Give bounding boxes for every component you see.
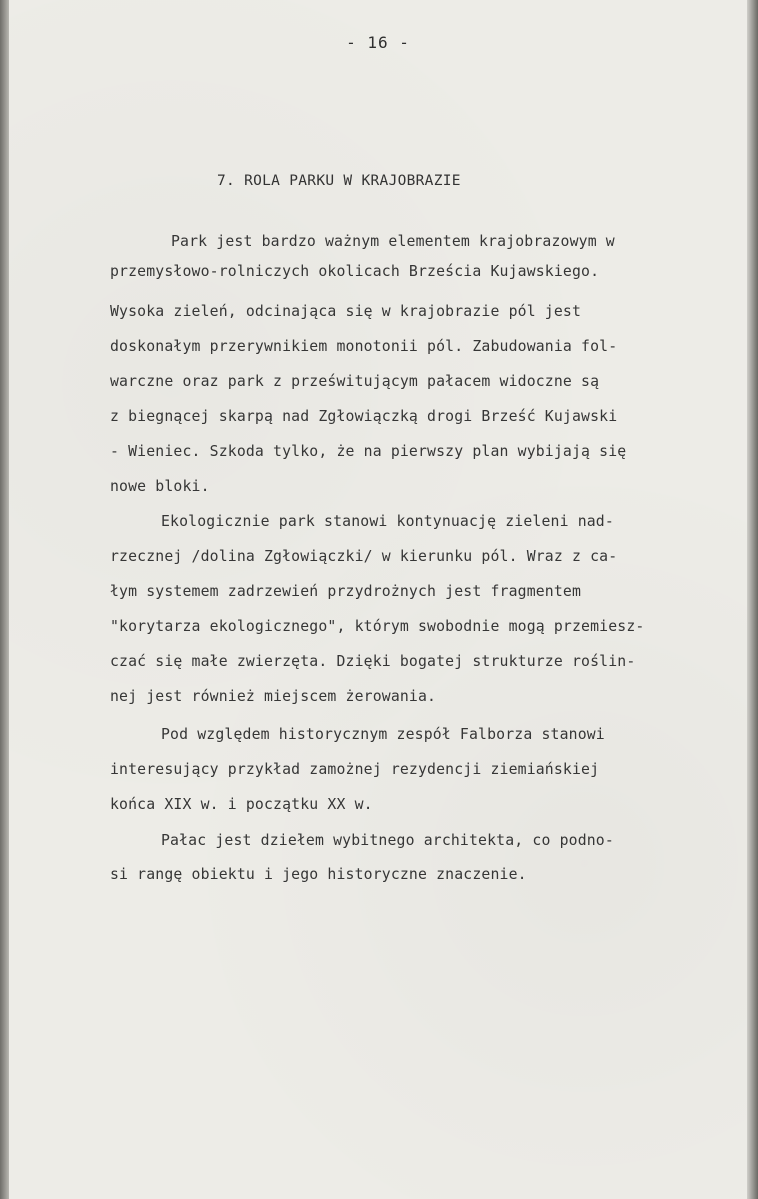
paragraph-3-line-3: końca XIX w. i początku XX w.	[110, 796, 373, 813]
paragraph-1-line-4: doskonałym przerywnikiem monotonii pól. Zabudowania fol-	[110, 338, 618, 355]
paragraph-2-line-6: nej jest również miejscem żerowania.	[110, 688, 437, 705]
paragraph-1-line-6: z biegnącej skarpą nad Zgłowiączką drogi Brześć Kujawski	[110, 408, 618, 425]
paragraph-2-line-4: "korytarza ekologicznego", którym swobodnie mogą przemiesz-	[110, 618, 645, 635]
document-page	[9, 0, 747, 1199]
paragraph-1-line-2: przemysłowo-rolniczych okolicach Brześcia Kujawskiego.	[110, 263, 600, 280]
paragraph-2-line-5: czać się małe zwierzęta. Dzięki bogatej strukturze roślin-	[110, 653, 636, 670]
paragraph-3-line-1: Pod względem historycznym zespół Falborza stanowi	[161, 726, 605, 743]
paragraph-1-line-5: warczne oraz park z prześwitującym pałacem widoczne są	[110, 373, 600, 390]
paragraph-2-line-3: łym systemem zadrzewień przydrożnych jest fragmentem	[110, 583, 582, 600]
paragraph-3-line-2: interesujący przykład zamożnej rezydencji ziemiańskiej	[110, 761, 600, 778]
paragraph-2-line-2: rzecznej /dolina Zgłowiączki/ w kierunku pól. Wraz z ca-	[110, 548, 618, 565]
scan-right-edge	[747, 0, 758, 1199]
paragraph-1-line-3: Wysoka zieleń, odcinająca się w krajobrazie pól jest	[110, 303, 582, 320]
page-number: - 16 -	[346, 33, 410, 52]
paragraph-1-line-1: Park jest bardzo ważnym elementem krajobrazowym w	[171, 233, 615, 250]
paragraph-1-line-7: - Wieniec. Szkoda tylko, że na pierwszy plan wybijają się	[110, 443, 627, 460]
paragraph-1-line-8: nowe bloki.	[110, 478, 210, 495]
section-heading: 7. ROLA PARKU W KRAJOBRAZIE	[217, 173, 461, 189]
paragraph-2-line-1: Ekologicznie park stanowi kontynuację zieleni nad-	[161, 513, 614, 530]
paragraph-4-line-1: Pałac jest dziełem wybitnego architekta, co podno-	[161, 832, 614, 849]
scan-left-edge	[0, 0, 9, 1199]
paragraph-4-line-2: si rangę obiektu i jego historyczne znaczenie.	[110, 866, 527, 883]
